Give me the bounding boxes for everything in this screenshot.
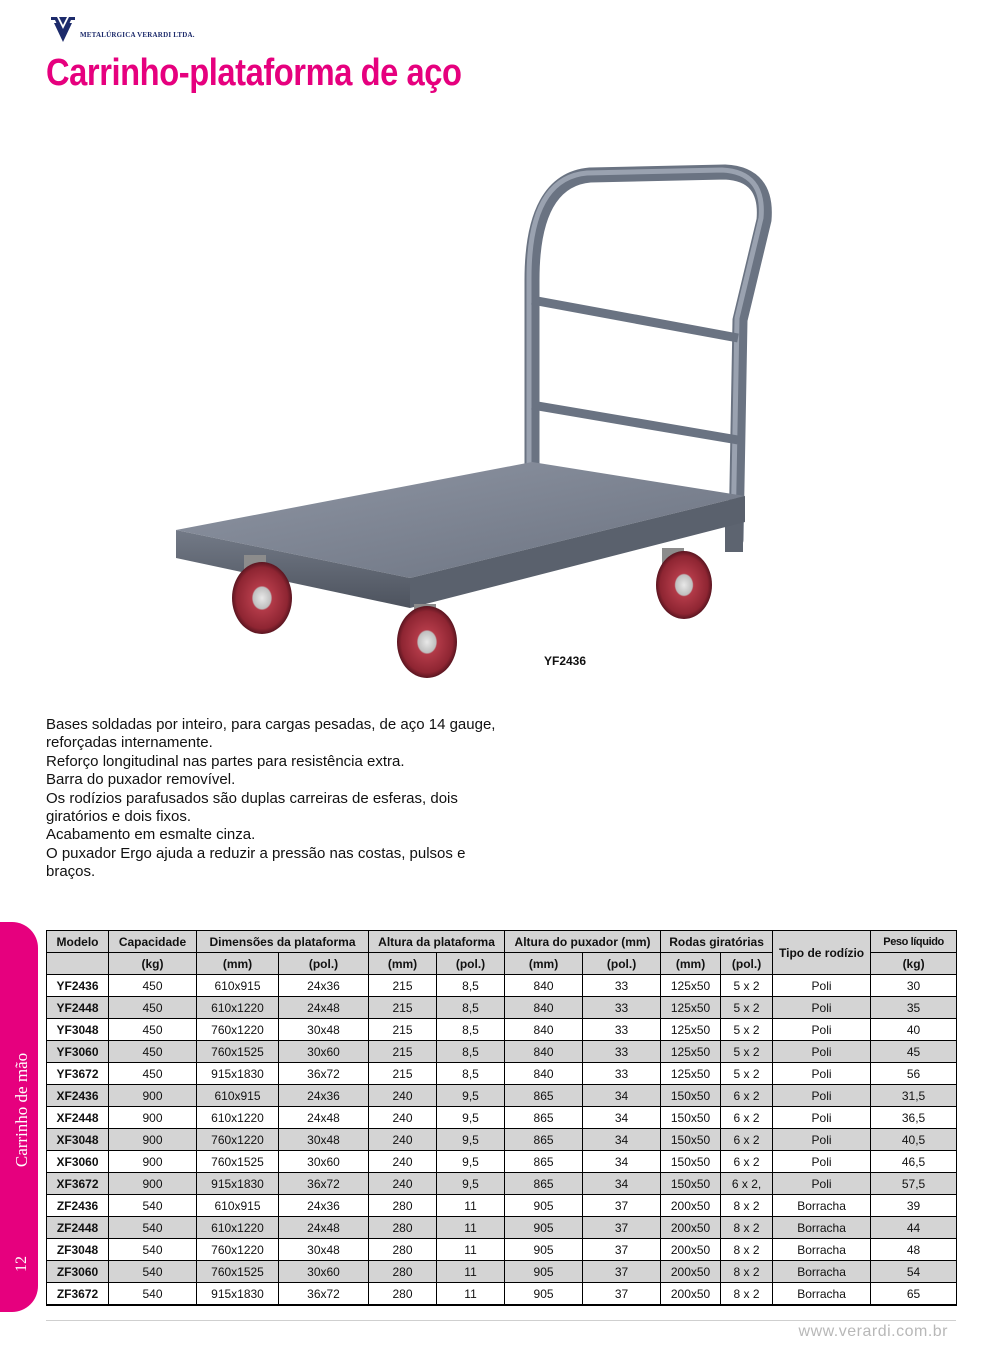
table-cell: Borracha: [773, 1217, 871, 1239]
model-cell: YF3060: [47, 1041, 109, 1063]
table-cell: 240: [369, 1107, 437, 1129]
header-modelo: Modelo: [47, 931, 109, 953]
table-cell: 840: [505, 997, 583, 1019]
table-cell: Poli: [773, 975, 871, 997]
model-cell: YF3672: [47, 1063, 109, 1085]
unit-pux-pol: (pol.): [583, 953, 661, 975]
table-cell: 34: [583, 1151, 661, 1173]
table-cell: 905: [505, 1239, 583, 1261]
table-cell: 24x36: [279, 975, 369, 997]
table-row: [47, 997, 957, 1019]
table-cell: 760x1220: [197, 1019, 279, 1041]
header-altura-puxador: Altura do puxador (mm): [505, 931, 661, 953]
table-cell: 865: [505, 1129, 583, 1151]
table-cell: 450: [109, 1019, 197, 1041]
table-cell: 8 x 2: [721, 1217, 773, 1239]
table-row: [47, 1173, 957, 1195]
table-cell: 610x915: [197, 1085, 279, 1107]
model-cell: XF2436: [47, 1085, 109, 1107]
table-cell: 125x50: [661, 975, 721, 997]
table-row: [47, 1151, 957, 1173]
table-cell: 6 x 2: [721, 1085, 773, 1107]
table-cell: 24x36: [279, 1085, 369, 1107]
table-cell: 760x1525: [197, 1151, 279, 1173]
table-cell: Poli: [773, 1107, 871, 1129]
description-line: Reforço longitudinal nas partes para resistência extra.: [46, 752, 405, 770]
table-cell: 36x72: [279, 1063, 369, 1085]
table-cell: 150x50: [661, 1129, 721, 1151]
table-cell: 5 x 2: [721, 1041, 773, 1063]
table-cell: 610x1220: [197, 1217, 279, 1239]
description-line: Bases soldadas por inteiro, para cargas pesadas, de aço 14 gauge, reforçadas internamente.: [46, 716, 496, 752]
table-cell: 900: [109, 1129, 197, 1151]
unit-rod-mm: (mm): [661, 953, 721, 975]
table-cell: Poli: [773, 1063, 871, 1085]
table-cell: 760x1525: [197, 1261, 279, 1283]
table-cell: 24x48: [279, 997, 369, 1019]
table-cell: Poli: [773, 1019, 871, 1041]
table-cell: 150x50: [661, 1173, 721, 1195]
header-rodas: Rodas giratórias: [661, 931, 773, 953]
model-cell: XF3672: [47, 1173, 109, 1195]
description-line: Acabamento em esmalte cinza.: [46, 826, 256, 844]
table-cell: 280: [369, 1239, 437, 1261]
table-cell: 24x48: [279, 1107, 369, 1129]
table-cell: 215: [369, 997, 437, 1019]
table-cell: 840: [505, 1063, 583, 1085]
table-cell: 36x72: [279, 1283, 369, 1306]
table-cell: 8,5: [437, 1063, 505, 1085]
table-cell: 11: [437, 1195, 505, 1217]
table-cell: 6 x 2: [721, 1107, 773, 1129]
table-cell: 6 x 2: [721, 1151, 773, 1173]
table-cell: 900: [109, 1173, 197, 1195]
table-cell: 8,5: [437, 997, 505, 1019]
table-cell: 610x915: [197, 1195, 279, 1217]
table-cell: 240: [369, 1129, 437, 1151]
table-cell: 37: [583, 1261, 661, 1283]
company-logo: [50, 14, 195, 44]
table-cell: 450: [109, 1063, 197, 1085]
table-cell: 8 x 2: [721, 1195, 773, 1217]
table-row: [47, 1107, 957, 1129]
unit-rod-pol: (pol.): [721, 953, 773, 975]
table-cell: 8,5: [437, 1041, 505, 1063]
table-cell: 865: [505, 1151, 583, 1173]
model-cell: ZF3672: [47, 1283, 109, 1306]
table-cell: 57,5: [871, 1173, 957, 1195]
spec-table-body: [47, 975, 957, 1306]
table-cell: 905: [505, 1261, 583, 1283]
table-cell: Borracha: [773, 1261, 871, 1283]
unit-cap: (kg): [109, 953, 197, 975]
spec-table: [46, 930, 957, 1306]
header-dimensoes: Dimensões da plataforma: [197, 931, 369, 953]
table-cell: 30x60: [279, 1041, 369, 1063]
table-cell: 905: [505, 1217, 583, 1239]
table-cell: Borracha: [773, 1283, 871, 1306]
table-cell: 905: [505, 1195, 583, 1217]
unit-pux-mm: (mm): [505, 953, 583, 975]
table-cell: 280: [369, 1217, 437, 1239]
table-cell: 5 x 2: [721, 1063, 773, 1085]
verardi-logo-icon: [50, 15, 76, 43]
table-cell: 11: [437, 1217, 505, 1239]
table-row: [47, 1085, 957, 1107]
table-cell: 200x50: [661, 1239, 721, 1261]
table-cell: 30x48: [279, 1129, 369, 1151]
unit-peso: (kg): [871, 953, 957, 975]
table-cell: 11: [437, 1261, 505, 1283]
table-cell: 30x48: [279, 1019, 369, 1041]
table-cell: 34: [583, 1129, 661, 1151]
model-cell: YF2448: [47, 997, 109, 1019]
table-cell: Poli: [773, 1151, 871, 1173]
model-cell: XF3048: [47, 1129, 109, 1151]
table-cell: 33: [583, 1063, 661, 1085]
table-cell: 8 x 2: [721, 1283, 773, 1306]
table-cell: 36x72: [279, 1173, 369, 1195]
table-cell: 30x48: [279, 1239, 369, 1261]
table-cell: 11: [437, 1239, 505, 1261]
table-cell: 37: [583, 1195, 661, 1217]
table-cell: 30: [871, 975, 957, 997]
table-row: [47, 1261, 957, 1283]
table-cell: 125x50: [661, 1041, 721, 1063]
model-cell: ZF2448: [47, 1217, 109, 1239]
table-cell: 865: [505, 1173, 583, 1195]
table-cell: 200x50: [661, 1217, 721, 1239]
table-row: [47, 1019, 957, 1041]
table-cell: 34: [583, 1085, 661, 1107]
footer-url: www.verardi.com.br: [798, 1323, 948, 1340]
table-cell: 240: [369, 1173, 437, 1195]
table-cell: 33: [583, 975, 661, 997]
table-cell: 760x1220: [197, 1239, 279, 1261]
description-line: O puxador Ergo ajuda a reduzir a pressão nas costas, pulsos e braços.: [46, 844, 466, 881]
table-cell: 11: [437, 1283, 505, 1306]
table-cell: 150x50: [661, 1151, 721, 1173]
header-peso: Peso líquido: [871, 931, 957, 953]
table-cell: 8,5: [437, 1019, 505, 1041]
table-cell: 760x1525: [197, 1041, 279, 1063]
unit-alt-pol: (pol.): [437, 953, 505, 975]
table-cell: 46,5: [871, 1151, 957, 1173]
table-cell: 840: [505, 1041, 583, 1063]
table-cell: 8,5: [437, 975, 505, 997]
table-cell: 215: [369, 1019, 437, 1041]
table-cell: 54: [871, 1261, 957, 1283]
model-cell: YF3048: [47, 1019, 109, 1041]
model-cell: YF2436: [47, 975, 109, 997]
table-row: [47, 1129, 957, 1151]
table-cell: 33: [583, 1041, 661, 1063]
table-row: [47, 1239, 957, 1261]
table-cell: 8 x 2: [721, 1239, 773, 1261]
product-description: [46, 716, 506, 882]
model-cell: ZF3060: [47, 1261, 109, 1283]
table-cell: 31,5: [871, 1085, 957, 1107]
table-row: [47, 1063, 957, 1085]
table-cell: 280: [369, 1261, 437, 1283]
table-cell: 915x1830: [197, 1173, 279, 1195]
table-cell: 9,5: [437, 1085, 505, 1107]
table-cell: 6 x 2,: [721, 1173, 773, 1195]
model-cell: XF2448: [47, 1107, 109, 1129]
table-cell: 240: [369, 1151, 437, 1173]
section-label: Carrinho de mão: [12, 1052, 31, 1168]
table-cell: Poli: [773, 1173, 871, 1195]
table-cell: Poli: [773, 1041, 871, 1063]
table-cell: 125x50: [661, 1063, 721, 1085]
table-row: [47, 1041, 957, 1063]
table-cell: 36,5: [871, 1107, 957, 1129]
model-cell: XF3060: [47, 1151, 109, 1173]
table-cell: 6 x 2: [721, 1129, 773, 1151]
table-cell: Poli: [773, 997, 871, 1019]
table-cell: 37: [583, 1239, 661, 1261]
table-cell: 200x50: [661, 1195, 721, 1217]
table-cell: 865: [505, 1107, 583, 1129]
table-cell: 215: [369, 1063, 437, 1085]
page-title: Carrinho-plataforma de aço: [46, 52, 462, 94]
table-cell: 610x1220: [197, 997, 279, 1019]
table-cell: 215: [369, 1041, 437, 1063]
table-cell: 450: [109, 975, 197, 997]
header-tipo-rodizio: Tipo de rodízio: [773, 931, 871, 975]
footer-divider: [46, 1320, 956, 1321]
description-line: Os rodízios parafusados são duplas carreiras de esferas, dois giratórios e dois fixos.: [46, 789, 458, 826]
table-cell: 45: [871, 1041, 957, 1063]
model-cell: ZF2436: [47, 1195, 109, 1217]
table-cell: 33: [583, 997, 661, 1019]
table-cell: 840: [505, 975, 583, 997]
table-cell: 540: [109, 1239, 197, 1261]
table-cell: 610x915: [197, 975, 279, 997]
table-cell: 450: [109, 997, 197, 1019]
table-cell: 240: [369, 1085, 437, 1107]
table-cell: 9,5: [437, 1151, 505, 1173]
platform-cart-photo: [170, 160, 790, 680]
table-cell: 37: [583, 1217, 661, 1239]
table-cell: 125x50: [661, 1019, 721, 1041]
table-cell: 40,5: [871, 1129, 957, 1151]
table-cell: 30x60: [279, 1151, 369, 1173]
table-cell: 48: [871, 1239, 957, 1261]
company-name: METALÚRGICA VERARDI LTDA.: [80, 31, 195, 39]
unit-dim-pol: (pol.): [279, 953, 369, 975]
table-row: [47, 1217, 957, 1239]
table-cell: 915x1830: [197, 1283, 279, 1306]
table-cell: 280: [369, 1283, 437, 1306]
table-cell: 900: [109, 1085, 197, 1107]
table-cell: 215: [369, 975, 437, 997]
table-row: [47, 975, 957, 997]
table-cell: Poli: [773, 1129, 871, 1151]
table-cell: 280: [369, 1195, 437, 1217]
table-cell: 915x1830: [197, 1063, 279, 1085]
table-cell: 5 x 2: [721, 1019, 773, 1041]
table-cell: 5 x 2: [721, 975, 773, 997]
description-line: Barra do puxador removível.: [46, 771, 236, 789]
unit-modelo-empty: [47, 953, 109, 975]
table-cell: 200x50: [661, 1283, 721, 1306]
unit-alt-mm: (mm): [369, 953, 437, 975]
table-cell: 540: [109, 1195, 197, 1217]
table-cell: 34: [583, 1107, 661, 1129]
table-cell: 900: [109, 1151, 197, 1173]
table-cell: 450: [109, 1041, 197, 1063]
table-row: [47, 1195, 957, 1217]
table-cell: 34: [583, 1173, 661, 1195]
table-cell: 150x50: [661, 1107, 721, 1129]
table-cell: 37: [583, 1283, 661, 1306]
table-cell: 125x50: [661, 997, 721, 1019]
table-cell: 840: [505, 1019, 583, 1041]
table-cell: Borracha: [773, 1195, 871, 1217]
table-cell: 33: [583, 1019, 661, 1041]
table-cell: 540: [109, 1217, 197, 1239]
table-cell: 200x50: [661, 1261, 721, 1283]
table-cell: 8 x 2: [721, 1261, 773, 1283]
table-cell: 865: [505, 1085, 583, 1107]
table-cell: 56: [871, 1063, 957, 1085]
table-cell: 24x36: [279, 1195, 369, 1217]
table-cell: Borracha: [773, 1239, 871, 1261]
model-cell: ZF3048: [47, 1239, 109, 1261]
table-cell: 44: [871, 1217, 957, 1239]
table-cell: 39: [871, 1195, 957, 1217]
unit-dim-mm: (mm): [197, 953, 279, 975]
table-cell: 35: [871, 997, 957, 1019]
table-cell: 9,5: [437, 1173, 505, 1195]
table-cell: 24x48: [279, 1217, 369, 1239]
table-cell: 905: [505, 1283, 583, 1306]
table-cell: 150x50: [661, 1085, 721, 1107]
page-number: 12: [13, 1256, 30, 1272]
table-row: [47, 1283, 957, 1306]
table-cell: 9,5: [437, 1107, 505, 1129]
table-cell: 610x1220: [197, 1107, 279, 1129]
table-cell: 900: [109, 1107, 197, 1129]
table-cell: 30x60: [279, 1261, 369, 1283]
table-cell: 40: [871, 1019, 957, 1041]
table-cell: Poli: [773, 1085, 871, 1107]
table-cell: 5 x 2: [721, 997, 773, 1019]
table-cell: 760x1220: [197, 1129, 279, 1151]
header-capacidade: Capacidade: [109, 931, 197, 953]
table-cell: 9,5: [437, 1129, 505, 1151]
table-cell: 65: [871, 1283, 957, 1306]
photo-caption: YF2436: [544, 654, 587, 668]
header-altura-plataforma: Altura da plataforma: [369, 931, 505, 953]
table-cell: 540: [109, 1261, 197, 1283]
table-cell: 540: [109, 1283, 197, 1306]
